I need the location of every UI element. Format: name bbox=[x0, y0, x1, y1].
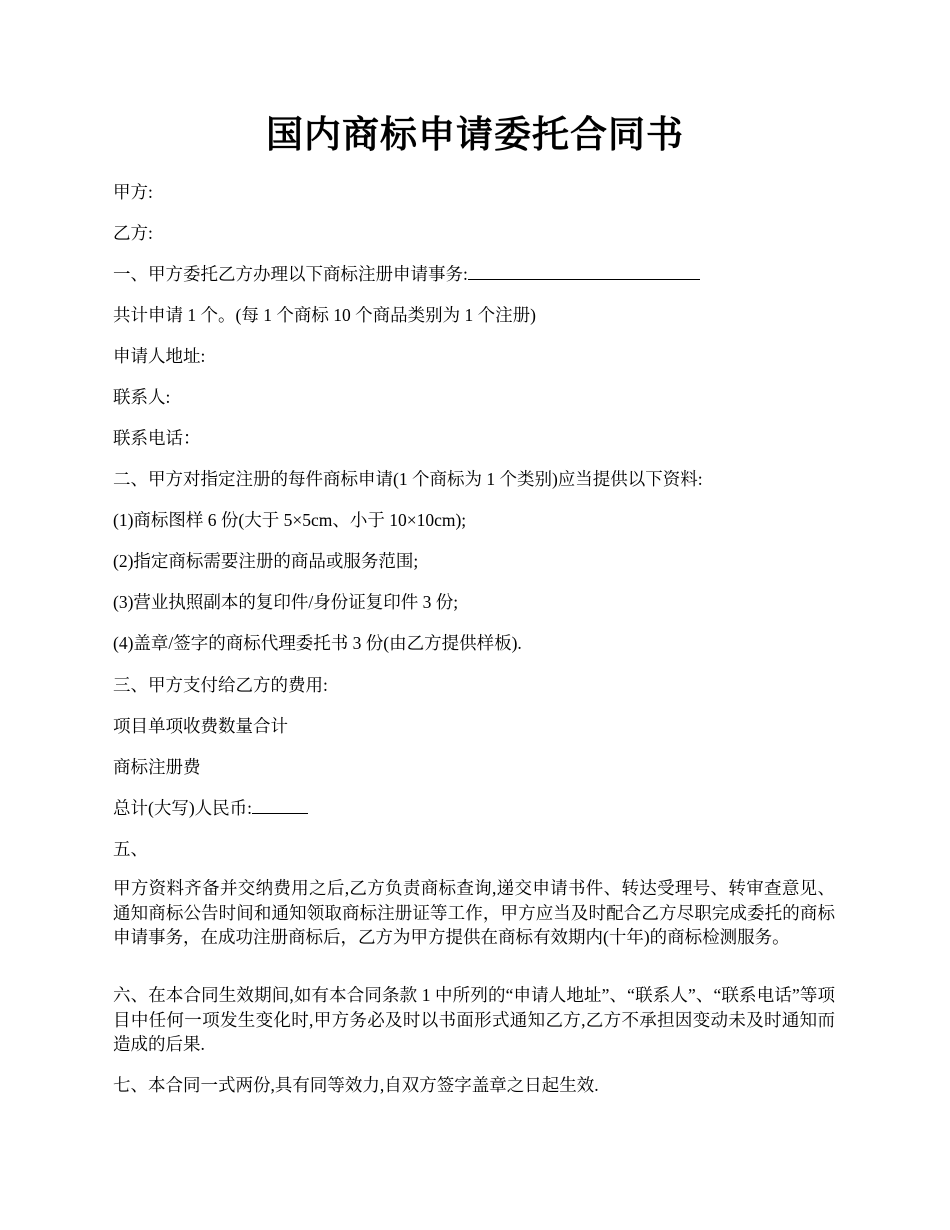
matter-blank bbox=[468, 262, 700, 280]
paragraph-7: 七、本合同一式两份,具有同等效力,自双方签字盖章之日起生效. bbox=[113, 1075, 599, 1095]
materials-item-2: (2)指定商标需要注册的商品或服务范围; bbox=[113, 551, 419, 571]
materials-item-4: (4)盖章/签字的商标代理委托书 3 份(由乙方提供样板). bbox=[113, 633, 522, 653]
count-line: 共计申请 1 个。(每 1 个商标 10 个商品类别为 1 个注册) bbox=[113, 305, 536, 325]
total-line bbox=[113, 796, 843, 820]
materials-item-1: (1)商标图样 6 份(大于 5×5cm、小于 10×10cm); bbox=[113, 510, 467, 530]
materials-item-3: (3)营业执照副本的复印件/身份证复印件 3 份; bbox=[113, 592, 459, 612]
fee-table-header: 项目单项收费数量合计 bbox=[113, 716, 288, 736]
section-2-line: 二、甲方对指定注册的每件商标申请(1 个商标为 1 个类别)应当提供以下资料: bbox=[113, 469, 703, 489]
section-1-text: 一、甲方委托乙方办理以下商标注册申请事务: bbox=[113, 264, 468, 284]
paragraph-6: 六、在本合同生效期间,如有本合同条款 1 中所列的“申请人地址”、“联系人”、“联系电话”等项目中任何一项发生变化时,甲方务必及时以书面形式通知乙方,乙方不承担因变动未及时通知而造成的后果. bbox=[113, 985, 835, 1054]
section-1-line bbox=[113, 262, 843, 286]
section-5-heading: 五、 bbox=[113, 839, 148, 859]
paragraph-5: 甲方资料齐备并交纳费用之后,乙方负责商标查询,递交申请书件、转达受理号、转审查意见、通知商标公告时间和通知领取商标注册证等工作，甲方应当及时配合乙方尽职完成委托的商标申请事务，在成功注册商标后，乙方为甲方提供在商标有效期内(十年)的商标检测服务。 bbox=[113, 878, 835, 947]
section-3-line: 三、甲方支付给乙方的费用: bbox=[113, 675, 328, 695]
total-text: 总计(大写)人民币: bbox=[113, 798, 253, 818]
party-b-line: 乙方: bbox=[113, 223, 153, 243]
party-a-line: 甲方: bbox=[113, 182, 153, 202]
applicant-address-line: 申请人地址: bbox=[113, 346, 206, 366]
document-title: 国内商标申请委托合同书 bbox=[266, 115, 684, 156]
fee-table-row: 商标注册费 bbox=[113, 757, 201, 777]
contact-phone-line: 联系电话： bbox=[113, 428, 201, 448]
total-amount-blank bbox=[252, 796, 308, 814]
contact-person-line: 联系人: bbox=[113, 387, 171, 407]
